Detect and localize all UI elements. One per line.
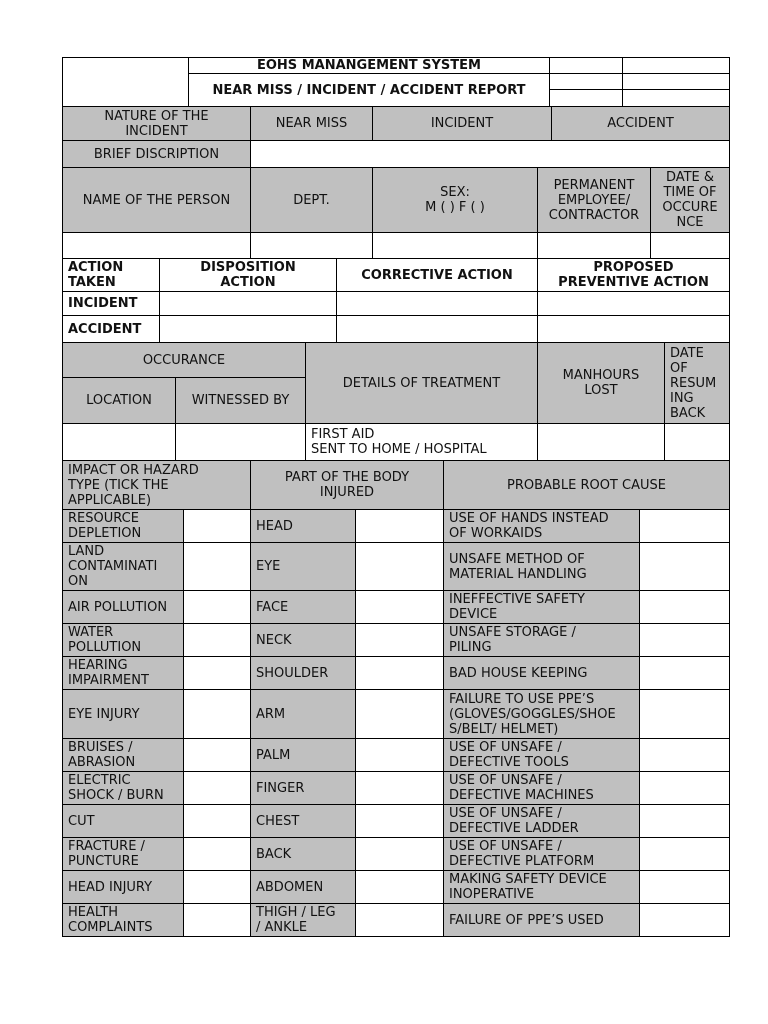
witnessed-by-label: WITNESSED BY xyxy=(175,377,306,424)
root-cause-label: UNSAFE METHOD OF MATERIAL HANDLING xyxy=(443,542,640,591)
person-name-field[interactable] xyxy=(62,232,251,259)
root-cause-label: INEFFECTIVE SAFETY DEVICE xyxy=(443,590,640,624)
action-incident-row-label: INCIDENT xyxy=(62,291,160,316)
impact-type-label: HEALTH COMPLAINTS xyxy=(62,903,184,937)
root-cause-tick-box[interactable] xyxy=(639,542,730,591)
incident-corrective-field[interactable] xyxy=(336,291,538,316)
date-resuming-field[interactable] xyxy=(664,423,730,461)
impact-tick-box[interactable] xyxy=(183,738,251,772)
body-part-header: PART OF THE BODY INJURED xyxy=(250,460,444,510)
impact-tick-box[interactable] xyxy=(183,590,251,624)
treatment-details-label: DETAILS OF TREATMENT xyxy=(305,342,538,424)
date-resuming-label: DATE OF RESUM ING BACK xyxy=(664,342,730,424)
root-cause-label: FAILURE TO USE PPE’S (GLOVES/GOGGLES/SHOE S/BELT/ HELMET) xyxy=(443,689,640,739)
location-label: LOCATION xyxy=(62,377,176,424)
body-part-label: FINGER xyxy=(250,771,356,805)
root-cause-label: FAILURE OF PPE’S USED xyxy=(443,903,640,937)
system-title: EOHS MANANGEMENT SYSTEM xyxy=(188,57,550,74)
body-part-label: THIGH / LEG / ANKLE xyxy=(250,903,356,937)
root-cause-label: BAD HOUSE KEEPING xyxy=(443,656,640,690)
root-cause-tick-box[interactable] xyxy=(639,771,730,805)
doc-control-cell[interactable] xyxy=(622,73,730,90)
root-cause-tick-box[interactable] xyxy=(639,656,730,690)
employment-type-label: PERMANENT EMPLOYEE/ CONTRACTOR xyxy=(537,167,651,233)
impact-type-label: WATER POLLUTION xyxy=(62,623,184,657)
nature-accident[interactable]: ACCIDENT xyxy=(551,106,730,141)
impact-tick-box[interactable] xyxy=(183,542,251,591)
impact-type-label: BRUISES / ABRASION xyxy=(62,738,184,772)
impact-hazard-header: IMPACT OR HAZARD TYPE (TICK THE APPLICABLE) xyxy=(62,460,251,510)
root-cause-tick-box[interactable] xyxy=(639,689,730,739)
root-cause-tick-box[interactable] xyxy=(639,509,730,543)
impact-type-label: LAND CONTAMINATI ON xyxy=(62,542,184,591)
impact-type-label: FRACTURE / PUNCTURE xyxy=(62,837,184,871)
root-cause-tick-box[interactable] xyxy=(639,623,730,657)
root-cause-label: UNSAFE STORAGE / PILING xyxy=(443,623,640,657)
first-aid-option[interactable]: FIRST AID xyxy=(311,427,375,442)
accident-disposition-field[interactable] xyxy=(159,315,337,343)
nature-near-miss[interactable]: NEAR MISS xyxy=(250,106,373,141)
root-cause-tick-box[interactable] xyxy=(639,804,730,838)
root-cause-label: USE OF UNSAFE / DEFECTIVE LADDER xyxy=(443,804,640,838)
impact-tick-box[interactable] xyxy=(183,870,251,904)
location-field[interactable] xyxy=(62,423,176,461)
root-cause-tick-box[interactable] xyxy=(639,903,730,937)
logo-box xyxy=(62,57,189,107)
root-cause-tick-box[interactable] xyxy=(639,870,730,904)
body-part-tick-box[interactable] xyxy=(355,837,444,871)
doc-control-cell[interactable] xyxy=(622,57,730,74)
body-part-tick-box[interactable] xyxy=(355,689,444,739)
impact-tick-box[interactable] xyxy=(183,837,251,871)
impact-tick-box[interactable] xyxy=(183,509,251,543)
treatment-options xyxy=(305,423,538,461)
body-part-label: BACK xyxy=(250,837,356,871)
impact-type-label: RESOURCE DEPLETION xyxy=(62,509,184,543)
employment-type-field[interactable] xyxy=(537,232,651,259)
dept-field[interactable] xyxy=(250,232,373,259)
body-part-label: ABDOMEN xyxy=(250,870,356,904)
occurance-label: OCCURANCE xyxy=(62,342,306,378)
body-part-tick-box[interactable] xyxy=(355,804,444,838)
body-part-tick-box[interactable] xyxy=(355,870,444,904)
impact-type-label: ELECTRIC SHOCK / BURN xyxy=(62,771,184,805)
root-cause-label: USE OF UNSAFE / DEFECTIVE PLATFORM xyxy=(443,837,640,871)
accident-preventive-field[interactable] xyxy=(537,315,730,343)
impact-tick-box[interactable] xyxy=(183,689,251,739)
manhours-lost-label: MANHOURS LOST xyxy=(537,342,665,424)
action-taken-label: ACTION TAKEN xyxy=(62,258,160,292)
body-part-label: NECK xyxy=(250,623,356,657)
sex-field[interactable] xyxy=(372,232,538,259)
incident-preventive-field[interactable] xyxy=(537,291,730,316)
doc-control-cell[interactable] xyxy=(622,89,730,107)
impact-tick-box[interactable] xyxy=(183,804,251,838)
witnessed-by-field[interactable] xyxy=(175,423,306,461)
impact-type-label: EYE INJURY xyxy=(62,689,184,739)
doc-control-cell[interactable] xyxy=(549,73,623,90)
impact-type-label: HEARING IMPAIRMENT xyxy=(62,656,184,690)
impact-type-label: AIR POLLUTION xyxy=(62,590,184,624)
body-part-tick-box[interactable] xyxy=(355,738,444,772)
root-cause-label: MAKING SAFETY DEVICE INOPERATIVE xyxy=(443,870,640,904)
root-cause-tick-box[interactable] xyxy=(639,837,730,871)
body-part-label: FACE xyxy=(250,590,356,624)
root-cause-tick-box[interactable] xyxy=(639,590,730,624)
root-cause-label: USE OF UNSAFE / DEFECTIVE MACHINES xyxy=(443,771,640,805)
root-cause-tick-box[interactable] xyxy=(639,738,730,772)
impact-tick-box[interactable] xyxy=(183,771,251,805)
corrective-action-label: CORRECTIVE ACTION xyxy=(336,258,538,292)
brief-description-field[interactable] xyxy=(250,140,730,168)
body-part-tick-box[interactable] xyxy=(355,590,444,624)
sent-home-hospital-option[interactable]: SENT TO HOME / HOSPITAL xyxy=(311,442,487,457)
root-cause-header: PROBABLE ROOT CAUSE xyxy=(443,460,730,510)
body-part-tick-box[interactable] xyxy=(355,903,444,937)
body-part-label: HEAD xyxy=(250,509,356,543)
body-part-tick-box[interactable] xyxy=(355,656,444,690)
occurrence-datetime-field[interactable] xyxy=(650,232,730,259)
body-part-tick-box[interactable] xyxy=(355,771,444,805)
body-part-label: ARM xyxy=(250,689,356,739)
impact-tick-box[interactable] xyxy=(183,656,251,690)
accident-corrective-field[interactable] xyxy=(336,315,538,343)
brief-description-label: BRIEF DISCRIPTION xyxy=(62,140,251,168)
impact-tick-box[interactable] xyxy=(183,903,251,937)
doc-control-cell[interactable] xyxy=(549,57,623,74)
person-name-label: NAME OF THE PERSON xyxy=(62,167,251,233)
preventive-action-label: PROPOSED PREVENTIVE ACTION xyxy=(537,258,730,292)
nature-label: NATURE OF THE INCIDENT xyxy=(62,106,251,141)
impact-type-label: HEAD INJURY xyxy=(62,870,184,904)
body-part-label: PALM xyxy=(250,738,356,772)
impact-tick-box[interactable] xyxy=(183,623,251,657)
occurrence-datetime-label: DATE & TIME OF OCCURE NCE xyxy=(650,167,730,233)
doc-control-cell[interactable] xyxy=(549,89,623,107)
body-part-label: CHEST xyxy=(250,804,356,838)
body-part-label: EYE xyxy=(250,542,356,591)
disposition-action-label: DISPOSITION ACTION xyxy=(159,258,337,292)
sex-label: SEX: M ( ) F ( ) xyxy=(372,167,538,233)
body-part-tick-box[interactable] xyxy=(355,509,444,543)
report-title: NEAR MISS / INCIDENT / ACCIDENT REPORT xyxy=(188,73,550,107)
dept-label: DEPT. xyxy=(250,167,373,233)
manhours-lost-field[interactable] xyxy=(537,423,665,461)
nature-incident[interactable]: INCIDENT xyxy=(372,106,552,141)
root-cause-label: USE OF UNSAFE / DEFECTIVE TOOLS xyxy=(443,738,640,772)
body-part-tick-box[interactable] xyxy=(355,623,444,657)
body-part-tick-box[interactable] xyxy=(355,542,444,591)
body-part-label: SHOULDER xyxy=(250,656,356,690)
impact-type-label: CUT xyxy=(62,804,184,838)
action-accident-row-label: ACCIDENT xyxy=(62,315,160,343)
incident-disposition-field[interactable] xyxy=(159,291,337,316)
root-cause-label: USE OF HANDS INSTEAD OF WORKAIDS xyxy=(443,509,640,543)
